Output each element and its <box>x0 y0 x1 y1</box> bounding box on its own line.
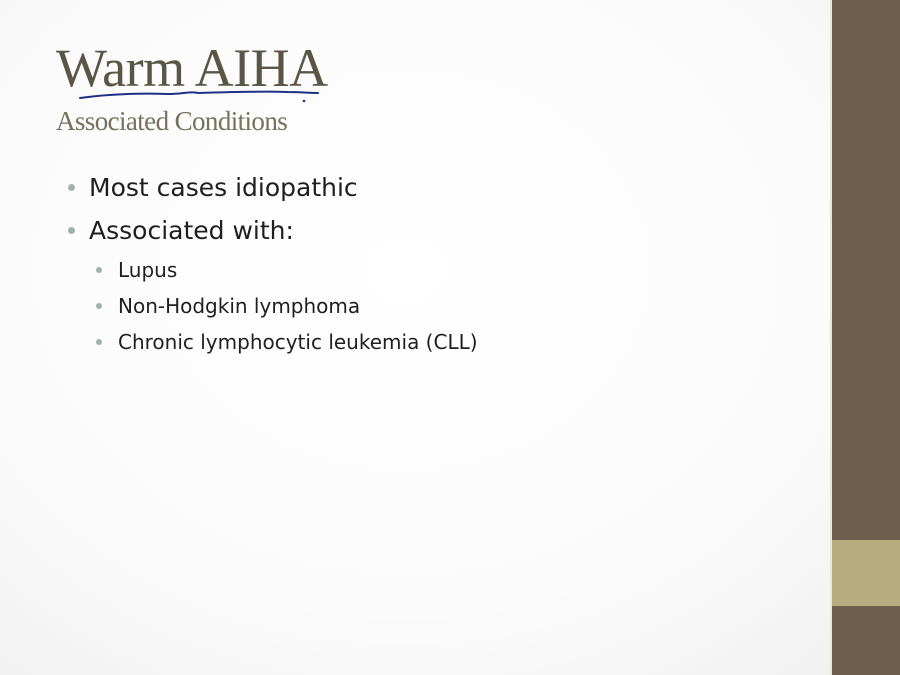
bullet-text: Lupus <box>118 258 178 282</box>
bullet-text: Most cases idiopathic <box>89 173 358 202</box>
slide-title: Warm AIHA <box>56 38 328 98</box>
annotation-dot <box>303 100 306 103</box>
bullet-text: Non-Hodgkin lymphoma <box>118 294 361 318</box>
decorative-sidebar <box>830 0 900 675</box>
bullet-item <box>0 166 800 209</box>
underline-stroke <box>80 92 318 98</box>
bullet-marker <box>68 184 75 191</box>
bullet-marker <box>68 227 75 234</box>
sidebar-accent-block <box>832 540 900 606</box>
bullet-text: Chronic lymphocytic leukemia (CLL) <box>118 330 478 354</box>
bullet-list <box>0 166 800 360</box>
bullet-item <box>0 209 800 252</box>
slide-subtitle: Associated Conditions <box>56 106 288 136</box>
bullet-marker <box>96 303 102 309</box>
sub-bullet-item <box>0 324 800 360</box>
sub-bullet-item <box>0 252 800 288</box>
bullet-marker <box>96 339 102 345</box>
bullet-text: Associated with: <box>89 216 294 245</box>
bullet-marker <box>96 267 102 273</box>
sub-bullet-item <box>0 288 800 324</box>
